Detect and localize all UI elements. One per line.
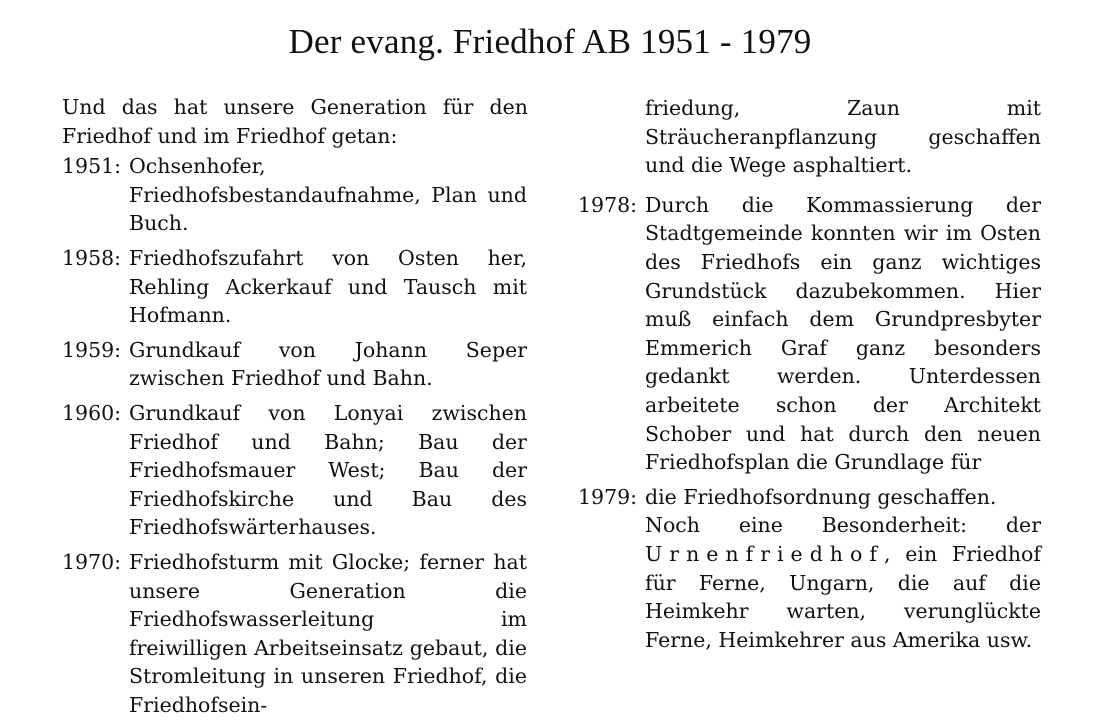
entry-year: 1970: [62,549,122,574]
chronicle-entry-1979 [578,483,1041,655]
chronicle-entry-1958 [62,244,527,330]
entry-text: Durch die Kommassierung der Stadtgemeinde konnten wir im Osten des Friedhofs ein ganz wichtiges Grundstück dazubekommen. Hier muß einfach dem Grundpresbyter Emmerich Graf ganz besonders gedankt werden. Unterdessen arbeitete schon der Architekt Schober und hat durch den neuen Friedhofsplan die Grundlage für [645,192,1041,475]
entry-year: 1960: [62,400,122,425]
entry-text: Grundkauf von Johann Seper zwischen Friedhof und Bahn. [129,337,527,391]
entry-text-line: die Friedhofsordnung geschaffen. [645,484,997,509]
note-text-continued: , ein Friedhof für Ferne, Ungarn, die auf die Heimkehr warten, verunglückte Ferne, Heimkehrer aus Amerika usw. [645,541,1041,652]
chronicle-entry-1960 [62,399,527,542]
entry-text: Grundkauf von Lonyai zwischen Friedhof und Bahn; Bau der Friedhofsmauer West; Bau der Friedhofskirche und Bau des Friedhofswärterhauses. [129,400,527,540]
entry-text: Ochsenhofer, Friedhofsbestandaufnahme, Plan und Buch. [129,154,527,236]
chronicle-entry-1978 [578,191,1041,477]
entry-year: 1978: [578,192,638,217]
chronicle-entry-1970 [62,548,527,720]
entry-year: 1959: [62,337,122,362]
chronicle-entry-1951 [62,152,527,238]
urnenfriedhof-spaced-word: Urnenfriedhof [645,541,884,566]
entry-text: Friedhofszufahrt von Osten her, Rehling Ackerkauf und Tausch mit Hofmann. [129,245,527,328]
page-title: Der evang. Friedhof AB 1951 - 1979 [288,22,812,61]
intro-paragraph: Und das hat unsere Generation für den Friedhof und im Friedhof getan: [62,95,528,148]
entry-text: Friedhofsturm mit Glocke; ferner hat unsere Generation die Friedhofswasserleitung im freiwilligen Arbeitseinsatz gebaut, die Stromleitung in unseren Friedhof, die Friedhofsein- [129,549,527,717]
entry-1970-continuation: friedung, Zaun mit Sträucheranpflanzung geschaffen und die Wege asphaltiert. [645,96,1041,178]
entry-year: 1951: [62,154,122,179]
chronicle-entry-1959 [62,336,527,393]
left-column [62,93,532,725]
entry-year: 1979: [578,484,638,509]
note-text: Noch eine Besonderheit: der [645,513,1041,538]
right-column [578,94,1048,660]
entry-year: 1958: [62,245,122,270]
